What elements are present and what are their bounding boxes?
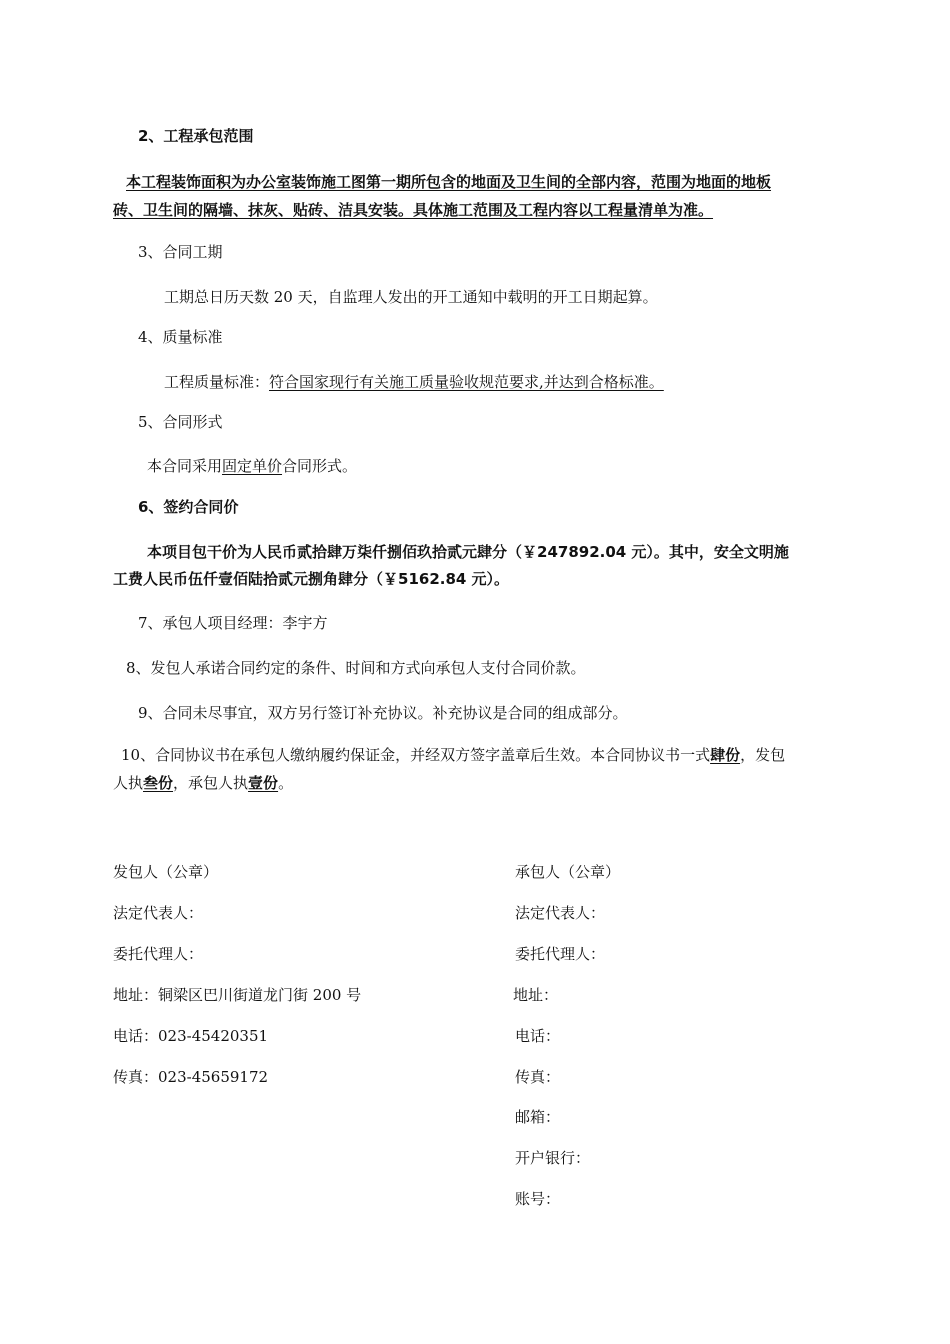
section-8: 8、发包人承诺合同约定的条件、时间和方式向承包人支付合同价款。 <box>126 659 586 677</box>
section-5-body <box>147 455 357 477</box>
contractor-title: 承包人（公章） <box>515 863 621 881</box>
section-4-body <box>164 371 664 393</box>
section-10-text-1: 10、合同协议书在承包人缴纳履约保证金，并经双方签字盖章后生效。本合同协议书一式 <box>121 746 711 764</box>
section-7-project-manager <box>138 612 328 634</box>
employer-address: 地址：铜梁区巴川街道龙门街 200 号 <box>113 986 362 1004</box>
section-5-heading: 5、合同形式 <box>138 413 223 431</box>
contractor-email: 邮箱： <box>515 1108 561 1126</box>
contractor-account: 账号： <box>515 1190 561 1208</box>
section-4-heading: 4、质量标准 <box>138 328 223 346</box>
section-6-heading: 6、签约合同价 <box>138 498 239 516</box>
section-2-heading: 2、工程承包范围 <box>138 127 254 145</box>
section-9: 9、合同未尽事宜，双方另行签订补充协议。补充协议是合同的组成部分。 <box>138 704 628 722</box>
section-10-text-3: 人执 <box>113 774 144 792</box>
employer-title: 发包人（公章） <box>113 863 219 881</box>
section-10-text-2: ，发包 <box>740 746 786 764</box>
contractor-address: 地址： <box>513 986 559 1004</box>
employer-legal-rep: 法定代表人： <box>113 904 204 922</box>
copies-contractor: 壹份 <box>248 774 279 792</box>
contract-form-suffix: 合同形式。 <box>282 457 358 475</box>
contract-form-prefix: 本合同采用 <box>147 457 223 475</box>
contractor-legal-rep: 法定代表人： <box>515 904 606 922</box>
section-2-body-line-2: 砖、卫生间的隔墙、抹灰、贴砖、洁具安装。具体施工范围及工程内容以工程量清单为准。 <box>113 201 714 219</box>
employer-agent: 委托代理人： <box>113 945 204 963</box>
project-manager-name: 李宇方 <box>282 614 328 632</box>
contractor-bank: 开户银行： <box>515 1149 591 1167</box>
section-3-body: 工期总日历天数 20 天，自监理人发出的开工通知中载明的开工日期起算。 <box>164 288 658 306</box>
contractor-fax: 传真： <box>515 1068 561 1086</box>
copies-employer: 叁份 <box>143 774 174 792</box>
employer-phone: 电话：023-45420351 <box>113 1027 269 1045</box>
section-10-line-1 <box>121 744 785 766</box>
quality-standard-value: 符合国家现行有关施工质量验收规范要求,并达到合格标准。 <box>269 373 664 391</box>
section-6-body-line-2: 工费人民币伍仟壹佰陆拾贰元捌角肆分（￥5162.84 元）。 <box>113 570 510 588</box>
quality-standard-label: 工程质量标准： <box>164 373 270 391</box>
section-10-text-4: ，承包人执 <box>173 774 249 792</box>
section-2-body-line-1: 本工程装饰面积为办公室装饰施工图第一期所包含的地面及卫生间的全部内容，范围为地面的地板 <box>126 173 772 191</box>
project-manager-label: 7、承包人项目经理： <box>138 614 283 632</box>
contractor-phone: 电话： <box>515 1027 561 1045</box>
employer-fax: 传真：023-45659172 <box>113 1068 269 1086</box>
section-10-line-2 <box>113 772 293 794</box>
section-10-text-5: 。 <box>278 774 294 792</box>
contractor-agent: 委托代理人： <box>515 945 606 963</box>
section-6-body-line-1: 本项目包干价为人民币贰拾肆万柒仟捌佰玖拾贰元肆分（￥247892.04 元）。其中，安全文明施 <box>147 543 789 561</box>
copies-total: 肆份 <box>710 746 741 764</box>
contract-form-value: 固定单价 <box>222 457 283 475</box>
section-3-heading: 3、合同工期 <box>138 243 223 261</box>
